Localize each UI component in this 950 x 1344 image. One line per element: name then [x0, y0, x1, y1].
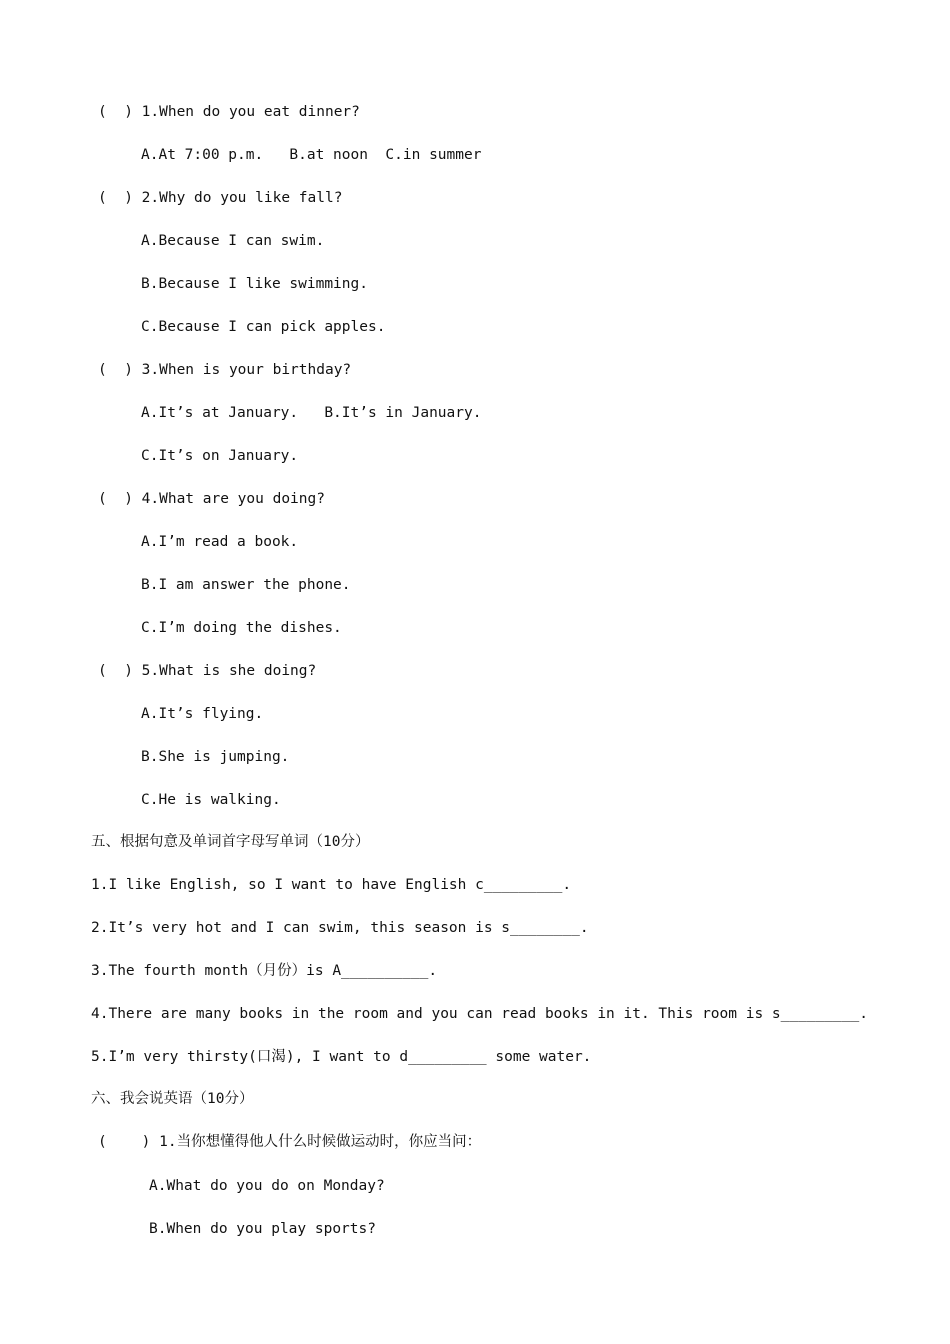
question-1: ( ) 1.When do you eat dinner?	[98, 104, 360, 120]
question-3-options-ab: A.It’s at January. B.It’s in January.	[141, 405, 482, 421]
question-2: ( ) 2.Why do you like fall?	[98, 190, 343, 206]
speaking-question-1: ( ) 1.当你想懂得他人什么时候做运动时，你应当问：	[98, 1134, 482, 1150]
fill-item-1: 1.I like English, so I want to have English c_________.	[91, 877, 572, 893]
question-2-option-a: A.Because I can swim.	[141, 233, 325, 249]
question-5: ( ) 5.What is she doing?	[98, 663, 317, 679]
question-1-options: A.At 7:00 p.m. B.at noon C.in summer	[141, 147, 482, 163]
question-4: ( ) 4.What are you doing?	[98, 491, 325, 507]
question-5-option-c: C.He is walking.	[141, 792, 281, 808]
fill-item-3: 3.The fourth month（月份）is A__________.	[91, 963, 438, 979]
speaking-question-1-option-b: B.When do you play sports?	[149, 1221, 376, 1237]
speaking-question-1-option-a: A.What do you do on Monday?	[149, 1178, 385, 1194]
question-3-option-c: C.It’s on January.	[141, 448, 299, 464]
fill-item-5: 5.I’m very thirsty(口渴), I want to d_________ some water.	[91, 1049, 592, 1065]
question-4-option-c: C.I’m doing the dishes.	[141, 620, 342, 636]
question-4-option-a: A.I’m read a book.	[141, 534, 299, 550]
section-6-title: 六、我会说英语（10分）	[91, 1091, 254, 1107]
question-4-option-b: B.I am answer the phone.	[141, 577, 351, 593]
section-5-title: 五、根据句意及单词首字母写单词（10分）	[91, 834, 370, 850]
question-5-option-a: A.It’s flying.	[141, 706, 264, 722]
question-2-option-b: B.Because I like swimming.	[141, 276, 368, 292]
fill-item-4: 4.There are many books in the room and you can read books in it. This room is s_________.	[91, 1006, 868, 1022]
question-2-option-c: C.Because I can pick apples.	[141, 319, 386, 335]
fill-item-2: 2.It’s very hot and I can swim, this season is s________.	[91, 920, 589, 936]
question-5-option-b: B.She is jumping.	[141, 749, 290, 765]
question-3: ( ) 3.When is your birthday?	[98, 362, 352, 378]
